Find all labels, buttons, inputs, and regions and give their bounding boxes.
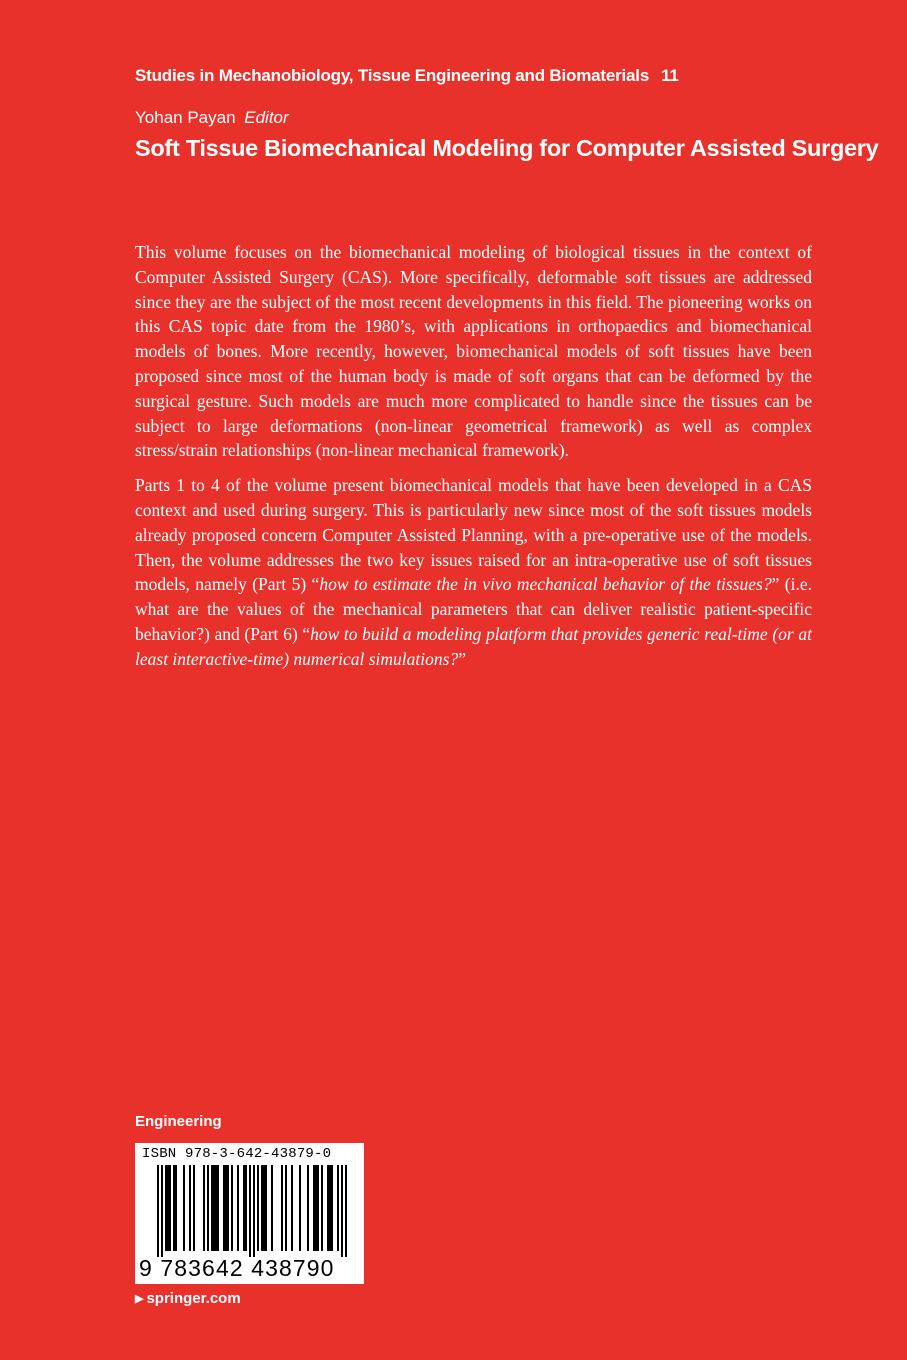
editor-name: Yohan Payan [135,108,236,127]
barcode-bar [223,1165,225,1251]
book-title: Soft Tissue Biomechanical Modeling for Computer Assisted Surgery [135,135,879,161]
barcode-bar [299,1165,301,1251]
barcode-bar [245,1165,247,1251]
barcode-bar [313,1165,315,1251]
paragraph-2-text-c: ” (i.e. what are the values of the mechanical parameters that can deliver realistic patient-specific behavior?) and (Part 6) “ [135,574,812,644]
barcode-bar [285,1165,287,1251]
barcode-bar [211,1165,213,1251]
barcode-bar [345,1165,347,1257]
barcode-bar [215,1165,217,1251]
barcode-bar [175,1165,177,1251]
series-volume: 11 [661,66,679,85]
paragraph-2-text-e: ” [458,648,466,669]
barcode-bar [315,1165,317,1251]
barcode-bar [265,1165,267,1251]
subject-category: Engineering [135,1113,222,1130]
barcode-bar [249,1165,251,1257]
barcode-bar [237,1165,239,1251]
description-paragraph-2 [135,473,812,671]
barcode-bar [207,1165,209,1251]
series-name: Studies in Mechanobiology, Tissue Engineering and Biomaterials [135,66,650,85]
barcode-bar [337,1165,339,1251]
barcode-bar [213,1165,215,1251]
website-url: springer.com [146,1290,241,1307]
barcode-bar [189,1165,191,1251]
barcode-bar [161,1165,163,1257]
barcode-bar [173,1165,175,1251]
paragraph-2-italic-question-1: how to estimate the in vivo mechanical behavior of the tissues? [319,574,772,595]
barcode-bar [261,1165,263,1251]
barcode-bar [183,1165,185,1251]
barcode-bar [257,1165,259,1251]
barcode-bar [243,1165,245,1251]
barcode-bar [307,1165,309,1251]
barcode-bar [217,1165,219,1251]
editor-role: Editor [244,108,289,127]
barcode-bar [327,1165,329,1251]
isbn-barcode [135,1143,364,1284]
barcode-bar [203,1165,205,1251]
barcode-bar [231,1165,233,1251]
arrow-right-icon: ▶ [135,1293,144,1305]
barcode-bar [321,1165,323,1251]
barcode-bar [169,1165,171,1251]
paragraph-2-italic-question-2: how to build a modeling platform that provides generic real-time (or at least interactive-time) numerical simulations? [135,623,812,669]
barcode-bar [225,1165,227,1251]
barcode-bar [341,1165,343,1257]
ean-digits: 9 783642 438790 [139,1255,335,1281]
barcode-bar [329,1165,331,1251]
editor-line [135,108,289,128]
barcode-bar [227,1165,229,1251]
barcode-bar [167,1165,169,1251]
book-description [135,240,812,682]
barcode-bar [157,1165,159,1257]
barcode-bar [281,1165,283,1251]
barcode-bar [253,1165,255,1257]
barcode-bar [271,1165,273,1251]
barcode-bar [291,1165,293,1251]
barcode-bar [263,1165,265,1251]
description-paragraph-1: This volume focuses on the biomechanical modeling of biological tissues in the context of Computer Assisted Surgery (CAS). More specifically, deformable soft tissues are addressed since they are the subject of the most recent developments in this field. The pioneering works on this CAS topic date from the 1980’s, with applications in orthopaedics and biomechanical models of bones. More recently, however, biomechanical models of soft tissues have been proposed since most of the human body is made of soft organs that can be deformed by the surgical gesture. Such models are much more complicated to handle since the tissues can be subject to large deformations (non-linear geometrical framework) as well as complex stress/strain relationships (non-linear mechanical framework). [135,242,812,461]
isbn-label: ISBN 978-3-642-43879-0 [142,1146,332,1162]
barcode-bar [331,1165,333,1251]
website-link[interactable] [135,1290,241,1307]
barcode-bar [193,1165,195,1251]
series-title [135,66,679,86]
barcode-bar [165,1165,167,1251]
paragraph-2-text-a: Parts 1 to 4 of the volume present biomechanical models that have been developed in a CAS context and used during surgery. This is particularly new since most of the soft tissues models already proposed concern Computer Assisted Planning, with a pre-operative use of the models. Then, the volume addresses the two key issues raised for an intra-operative use of soft tissues models, namely (Part 5) “ [135,475,812,595]
barcode-bars [135,1165,364,1257]
barcode-bar [317,1165,319,1251]
